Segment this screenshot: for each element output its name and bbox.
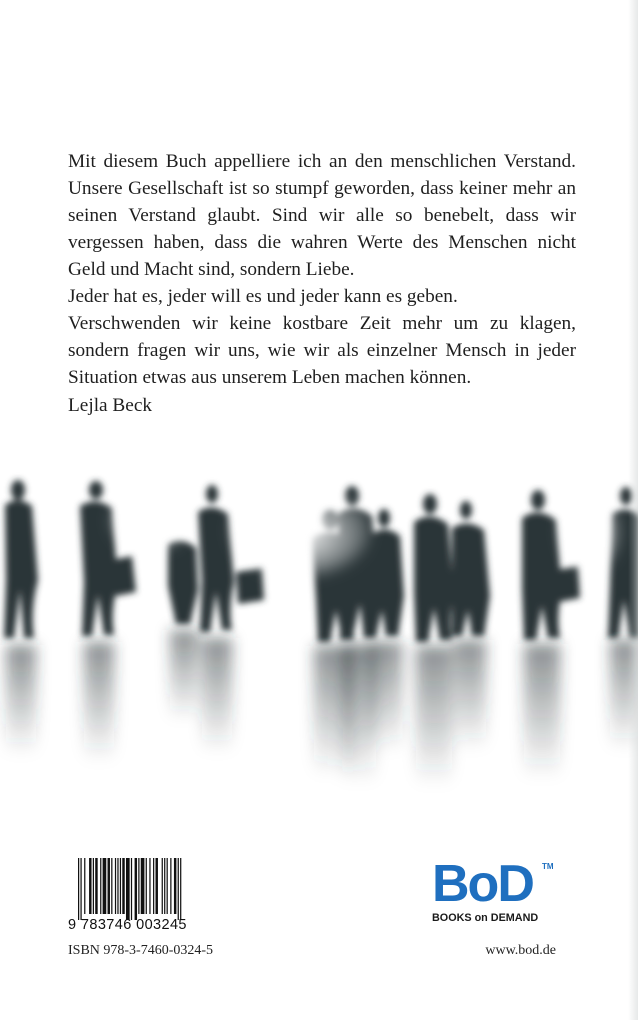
barcode-bar bbox=[135, 858, 137, 920]
floor-reflections bbox=[6, 630, 638, 786]
barcode-bar bbox=[164, 858, 165, 914]
trademark-mark: TM bbox=[542, 862, 554, 871]
barcode-bar bbox=[170, 858, 171, 914]
barcode-digits: 9 783746 003245 bbox=[68, 917, 187, 933]
barcode-bar bbox=[126, 858, 130, 920]
barcode-bar bbox=[80, 858, 81, 920]
barcode-bar bbox=[103, 858, 107, 914]
barcode-bar bbox=[149, 858, 150, 914]
barcode-bar bbox=[174, 858, 176, 914]
blurb-paragraph-2: Jeder hat es, jeder will es und jeder kann es geben. bbox=[68, 286, 458, 307]
barcode-bar bbox=[146, 858, 147, 914]
barcode-bar bbox=[100, 858, 101, 914]
barcode-bar bbox=[93, 858, 94, 914]
blurb-paragraph-3: Verschwenden wir keine kostbare Zeit mehr um zu klagen, sondern fragen wir uns, wie wir als einzelner Mensch in jeder Situation etwas aus unserem Leben machen können. bbox=[68, 313, 576, 388]
barcode-bar bbox=[108, 858, 110, 914]
barcode-bar bbox=[167, 858, 168, 914]
barcode-bar bbox=[180, 858, 181, 920]
barcode-bar bbox=[138, 858, 139, 914]
publisher-url: www.bod.de bbox=[485, 943, 556, 958]
barcode-bar bbox=[153, 858, 154, 914]
isbn-number: ISBN 978-3-7460-0324-5 bbox=[68, 943, 214, 958]
bod-tagline: BOOKS on DEMAND bbox=[432, 912, 539, 924]
barcode-bar bbox=[117, 858, 118, 914]
cover-edge-shadow bbox=[628, 0, 638, 1020]
crowd-silhouette-photo bbox=[0, 460, 638, 820]
barcode-bar bbox=[155, 858, 157, 914]
blurb-text bbox=[68, 148, 576, 391]
barcode-bar bbox=[95, 858, 97, 914]
barcode-bar bbox=[162, 858, 163, 914]
bod-logo bbox=[432, 855, 554, 932]
barcode-bar bbox=[115, 858, 116, 914]
barcode-bar bbox=[131, 858, 132, 920]
barcode-bar bbox=[141, 858, 145, 914]
barcode-bar bbox=[120, 858, 121, 914]
author-name: Lejla Beck bbox=[68, 395, 153, 416]
barcode-bar bbox=[178, 858, 179, 920]
barcode-bar bbox=[78, 858, 79, 920]
barcode-bar bbox=[111, 858, 112, 914]
bod-logo-mark: BoD bbox=[432, 855, 533, 913]
barcode-bar bbox=[89, 858, 91, 914]
barcode-bar bbox=[122, 858, 124, 914]
blurb-paragraph-1: Mit diesem Buch appelliere ich an den menschlichen Verstand. Unsere Gesellschaft ist so stumpf geworden, dass keiner mehr an seinen Verstand glaubt. Sind wir alle so benebelt, dass wir vergessen haben, dass die wahren Werte des Menschen nicht Geld und Macht sind, sondern Liebe. bbox=[68, 151, 576, 280]
barcode-bar bbox=[84, 858, 85, 914]
